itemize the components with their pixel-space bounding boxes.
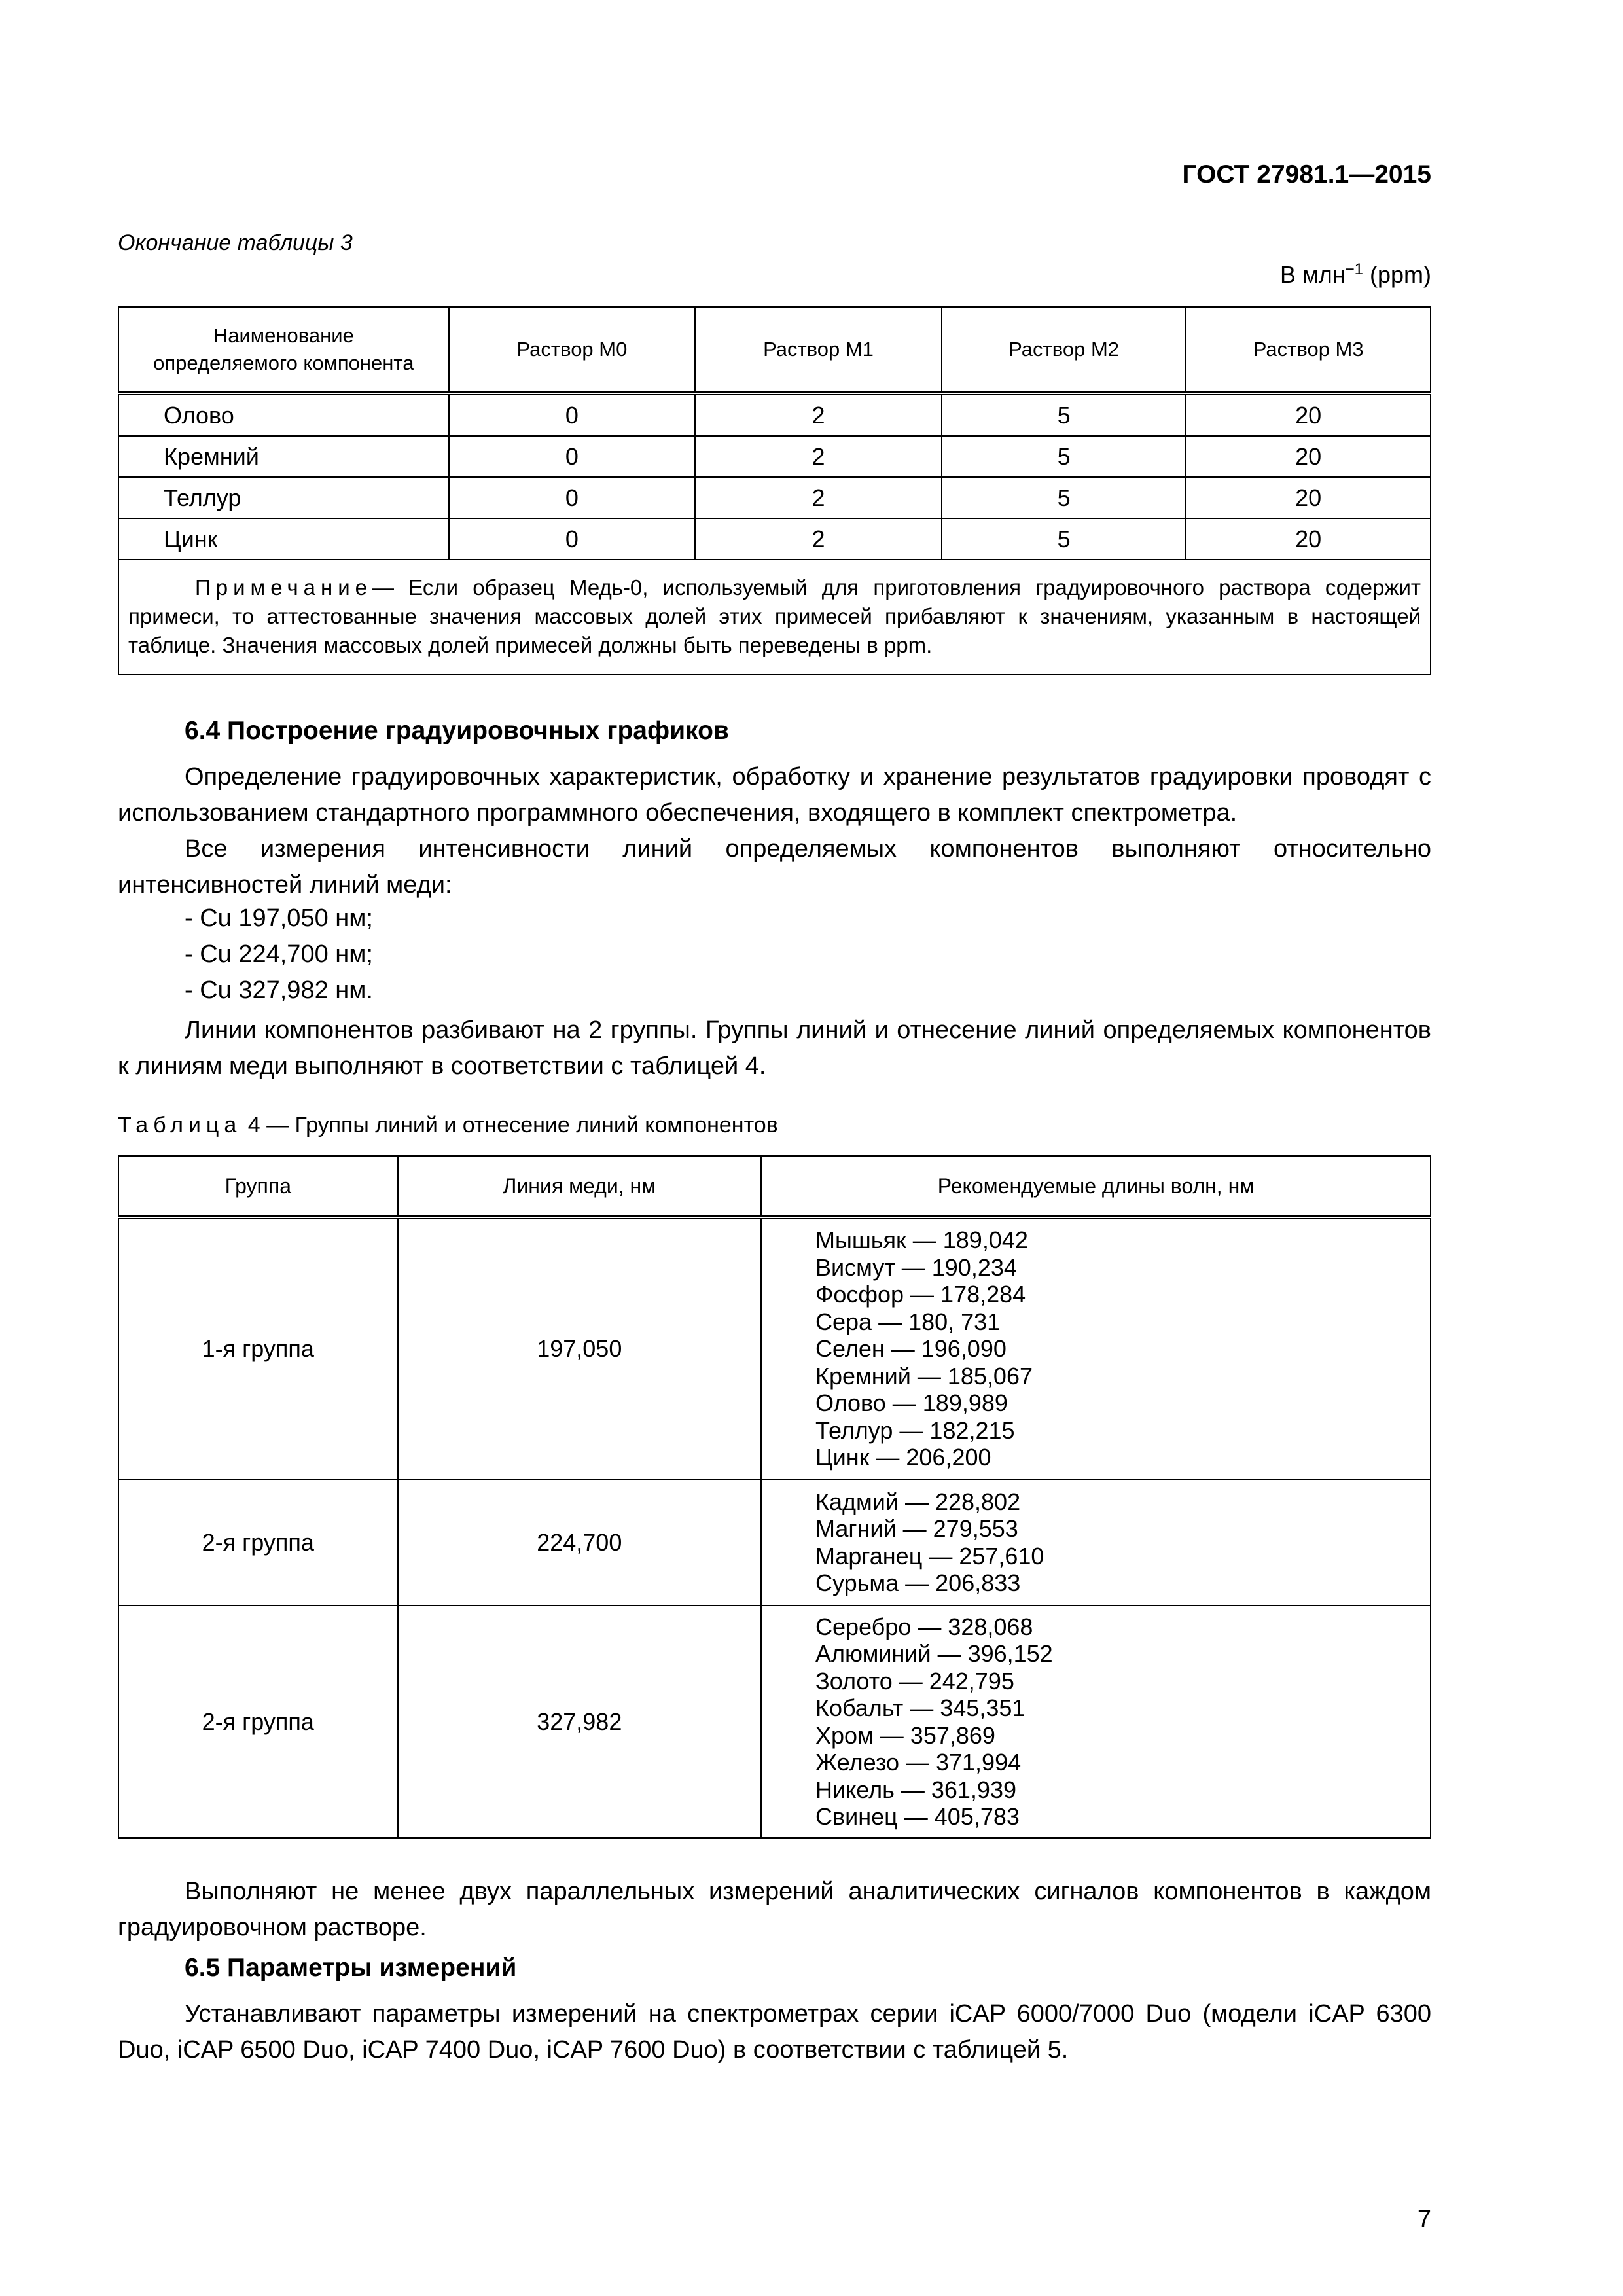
table-cell: 5 bbox=[942, 477, 1186, 518]
list-item: Кобальт — 345,351 bbox=[815, 1695, 1026, 1721]
list-item: Алюминий — 396,152 bbox=[815, 1640, 1053, 1667]
table-row bbox=[118, 518, 1431, 560]
section-heading-6-4: 6.4 Построение градуировочных графиков bbox=[185, 717, 729, 745]
table-cell: Кремний bbox=[118, 436, 449, 477]
table-cell: 20 bbox=[1186, 393, 1431, 436]
table-continuation-label: Окончание таблицы 3 bbox=[118, 230, 353, 255]
units-label bbox=[1280, 260, 1431, 289]
caption-label: Таблица bbox=[118, 1113, 242, 1138]
column-header: Наименование определяемого компонента bbox=[118, 307, 449, 393]
table-cell: Олово bbox=[118, 393, 449, 436]
table-cell: 224,700 bbox=[398, 1479, 761, 1605]
table-cell: 20 bbox=[1186, 477, 1431, 518]
column-header: Линия меди, нм bbox=[398, 1156, 761, 1217]
page-number: 7 bbox=[1417, 2206, 1431, 2233]
list-item: Кремний — 185,067 bbox=[815, 1362, 1033, 1390]
table-cell: 327,982 bbox=[398, 1605, 761, 1838]
list-item: Железо — 371,994 bbox=[815, 1749, 1022, 1776]
list-item: Кадмий — 228,802 bbox=[815, 1488, 1021, 1515]
column-header: Раствор М1 bbox=[695, 307, 942, 393]
table-row bbox=[118, 393, 1431, 436]
table-cell: 0 bbox=[449, 477, 696, 518]
wavelength-list bbox=[761, 1605, 1431, 1838]
table-row bbox=[118, 1217, 1431, 1479]
table-cell: 0 bbox=[449, 393, 696, 436]
table-note-row bbox=[118, 560, 1431, 675]
table-cell: 2 bbox=[695, 518, 942, 560]
table-cell: 0 bbox=[449, 518, 696, 560]
section-heading-6-5: 6.5 Параметры измерений bbox=[185, 1954, 517, 1982]
note-label: Примечание bbox=[195, 575, 373, 600]
table-cell: 5 bbox=[942, 436, 1186, 477]
list-item: - Cu 197,050 нм; bbox=[185, 905, 373, 932]
caption-text: 4 — Группы линий и отнесение линий компонентов bbox=[241, 1113, 778, 1138]
table-header-row bbox=[118, 1156, 1431, 1217]
list-item: Теллур — 182,215 bbox=[815, 1416, 1015, 1444]
paragraph: Линии компонентов разбивают на 2 группы. Группы линий и отнесение линий определяемых компонентов к линиям меди выполняют в соответствии с таблицей 4. bbox=[118, 1016, 1431, 1080]
table-cell: 2-я группа bbox=[118, 1605, 398, 1838]
list-item: Мышьяк — 189,042 bbox=[815, 1227, 1028, 1254]
table-cell: 0 bbox=[449, 436, 696, 477]
table-cell: 5 bbox=[942, 518, 1186, 560]
table-cell: 2 bbox=[695, 436, 942, 477]
table-cell: 1-я группа bbox=[118, 1217, 398, 1479]
list-item: Сурьма — 206,833 bbox=[815, 1570, 1021, 1596]
table-4-caption bbox=[118, 1113, 778, 1138]
table-row bbox=[118, 436, 1431, 477]
wavelength-list bbox=[761, 1217, 1431, 1479]
table-cell: Теллур bbox=[118, 477, 449, 518]
column-header: Раствор М3 bbox=[1186, 307, 1431, 393]
list-item: Магний — 279,553 bbox=[815, 1515, 1018, 1542]
paragraph: Все измерения интенсивности линий определяемых компонентов выполняют относительно интенсивностей линий меди: bbox=[118, 835, 1431, 899]
units-superscript: −1 bbox=[1345, 260, 1363, 278]
paragraph: Устанавливают параметры измерений на спектрометрах серии iCAP 6000/7000 Duo (модели iCAP 6300 Duo, iCAP 6500 Duo, iCAP 7400 Duo, iCAP 7600 Duo) в соответствии с таблицей 5. bbox=[118, 2000, 1431, 2064]
table-note bbox=[118, 560, 1431, 675]
table-cell: 2 bbox=[695, 393, 942, 436]
list-item: Хром — 357,869 bbox=[815, 1721, 995, 1749]
document-id: ГОСТ 27981.1—2015 bbox=[1182, 160, 1431, 188]
note-text: — Если образец Медь-0, используемый для приготовления градуировочного раствора содержит примеси, то аттестованные значения массовых долей этих примесей прибавляют к значениям, указанным в настоящей таблице. Значения массовых долей примесей должны быть переведены в ppm. bbox=[128, 575, 1421, 657]
list-item: Свинец — 405,783 bbox=[815, 1803, 1020, 1830]
column-header: Рекомендуемые длины волн, нм bbox=[761, 1156, 1431, 1217]
column-header: Раствор М0 bbox=[449, 307, 696, 393]
table-cell: Цинк bbox=[118, 518, 449, 560]
list-item: Висмут — 190,234 bbox=[815, 1253, 1017, 1281]
paragraph: Определение градуировочных характеристик, обработку и хранение результатов градуировки проводят с использованием стандартного программного обеспечения, входящего в комплект спектрометра. bbox=[118, 763, 1431, 827]
units-suffix: (ppm) bbox=[1363, 261, 1431, 288]
table-cell: 20 bbox=[1186, 436, 1431, 477]
table-4 bbox=[118, 1155, 1431, 1839]
list-item: Селен — 196,090 bbox=[815, 1335, 1007, 1363]
table-header-row bbox=[118, 307, 1431, 393]
table-row bbox=[118, 477, 1431, 518]
table-cell: 5 bbox=[942, 393, 1186, 436]
list-item: - Cu 224,700 нм; bbox=[185, 941, 373, 968]
column-header: Группа bbox=[118, 1156, 398, 1217]
list-item: Фосфор — 178,284 bbox=[815, 1281, 1026, 1308]
list-item: - Cu 327,982 нм. bbox=[185, 977, 373, 1004]
list-item: Сера — 180, 731 bbox=[815, 1308, 1001, 1335]
table-cell: 2 bbox=[695, 477, 942, 518]
list-item: Серебро — 328,068 bbox=[815, 1613, 1033, 1640]
list-item: Марганец — 257,610 bbox=[815, 1542, 1044, 1570]
paragraph: Выполняют не менее двух параллельных измерений аналитических сигналов компонентов в каждом градуировочном растворе. bbox=[118, 1878, 1431, 1941]
table-cell: 197,050 bbox=[398, 1217, 761, 1479]
table-row bbox=[118, 1479, 1431, 1605]
list-item: Золото — 242,795 bbox=[815, 1667, 1014, 1695]
list-item: Цинк — 206,200 bbox=[815, 1444, 991, 1471]
column-header: Раствор М2 bbox=[942, 307, 1186, 393]
table-cell: 20 bbox=[1186, 518, 1431, 560]
table-cell: 2-я группа bbox=[118, 1479, 398, 1605]
table-row bbox=[118, 1605, 1431, 1838]
list-item: Олово — 189,989 bbox=[815, 1390, 1008, 1417]
table-3 bbox=[118, 306, 1431, 675]
list-item: Никель — 361,939 bbox=[815, 1776, 1016, 1803]
wavelength-list bbox=[761, 1479, 1431, 1605]
units-prefix: В млн bbox=[1279, 261, 1346, 288]
